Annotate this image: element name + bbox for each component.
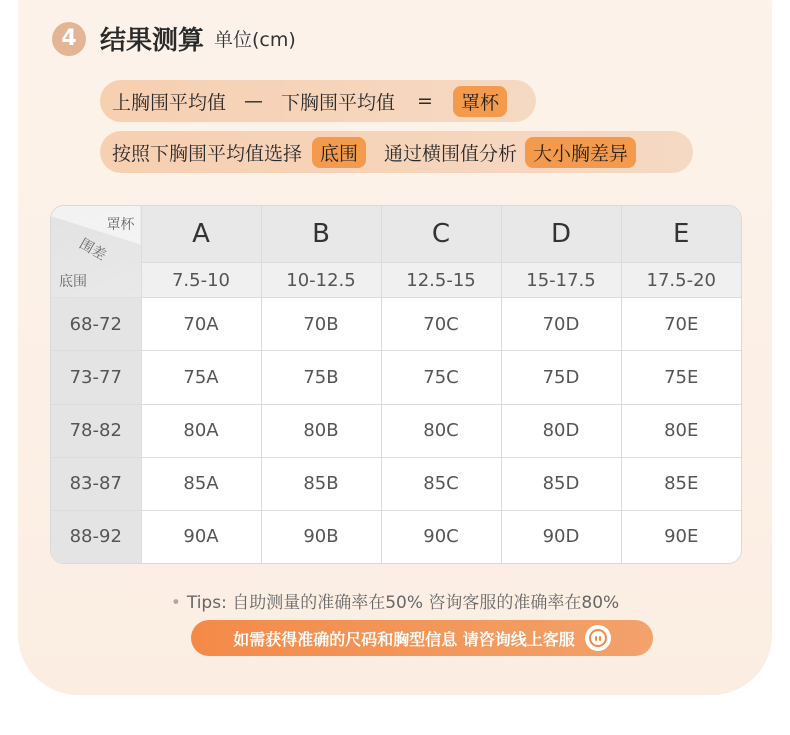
band-cell: 78-82	[51, 404, 141, 457]
chat-bubble-icon	[585, 625, 611, 651]
cup-header-d: D	[501, 206, 621, 263]
band-cell: 88-92	[51, 510, 141, 563]
section-header	[52, 20, 296, 57]
tips-text	[0, 588, 790, 613]
size-cell: 85E	[621, 457, 741, 510]
size-cell: 90C	[381, 510, 501, 563]
formula-pill	[100, 80, 536, 122]
equals-sign: =	[417, 90, 433, 112]
unit-label: 单位(cm)	[214, 29, 296, 51]
corner-diff-label: 围差	[76, 235, 109, 264]
size-cell: 80A	[141, 404, 261, 457]
size-cell: 70D	[501, 298, 621, 351]
cup-header-c: C	[381, 206, 501, 263]
corner-cup-label: 罩杯	[106, 217, 135, 233]
size-cell: 75C	[381, 351, 501, 404]
table-row	[51, 510, 741, 563]
corner-band-label: 底围	[59, 274, 87, 291]
guide-pill	[100, 131, 693, 173]
step-badge: 4	[52, 22, 86, 56]
cup-result-tag: 罩杯	[453, 86, 507, 117]
size-cell: 75A	[141, 351, 261, 404]
contact-service-button[interactable]	[191, 620, 653, 656]
size-cell: 80E	[621, 404, 741, 457]
table-row	[51, 404, 741, 457]
select-instruction: 按照下胸围平均值选择	[112, 142, 303, 165]
size-cell: 70A	[141, 298, 261, 351]
size-cell: 75D	[501, 351, 621, 404]
range-header-a: 7.5-10	[141, 263, 261, 298]
range-header-b: 10-12.5	[261, 263, 381, 298]
range-header-d: 15-17.5	[501, 263, 621, 298]
size-cell: 80D	[501, 404, 621, 457]
size-cell: 75B	[261, 351, 381, 404]
band-cell: 73-77	[51, 351, 141, 404]
size-cell: 90B	[261, 510, 381, 563]
size-chart-table	[50, 205, 742, 564]
size-cell: 75E	[621, 351, 741, 404]
table-row	[51, 298, 741, 351]
size-cell: 80C	[381, 404, 501, 457]
size-cell: 90A	[141, 510, 261, 563]
lower-average-label: 下胸围平均值	[281, 91, 396, 114]
section-title: 结果测算	[100, 26, 205, 56]
table-row	[51, 351, 741, 404]
band-cell: 68-72	[51, 298, 141, 351]
range-header-c: 12.5-15	[381, 263, 501, 298]
contact-service-label: 如需获得准确的尺码和胸型信息 请咨询线上客服	[233, 629, 575, 649]
size-cell: 85C	[381, 457, 501, 510]
size-cell: 90D	[501, 510, 621, 563]
size-cell: 85D	[501, 457, 621, 510]
band-tag: 底围	[312, 137, 366, 168]
minus-sign: —	[244, 90, 264, 112]
band-cell: 83-87	[51, 457, 141, 510]
size-cell: 70C	[381, 298, 501, 351]
cup-header-b: B	[261, 206, 381, 263]
table-row	[51, 457, 741, 510]
difference-tag: 大小胸差异	[525, 137, 636, 168]
table-corner-header	[51, 206, 141, 298]
bullet-icon: •	[170, 593, 181, 613]
size-cell: 85A	[141, 457, 261, 510]
analyze-instruction: 通过横围值分析	[384, 142, 518, 165]
size-cell: 85B	[261, 457, 381, 510]
upper-average-label: 上胸围平均值	[112, 91, 227, 114]
cup-header-e: E	[621, 206, 741, 263]
size-cell: 90E	[621, 510, 741, 563]
cup-header-a: A	[141, 206, 261, 263]
tips-label: Tips: 自助测量的准确率在50% 咨询客服的准确率在80%	[186, 593, 620, 613]
range-header-e: 17.5-20	[621, 263, 741, 298]
size-cell: 80B	[261, 404, 381, 457]
size-cell: 70E	[621, 298, 741, 351]
size-cell: 70B	[261, 298, 381, 351]
